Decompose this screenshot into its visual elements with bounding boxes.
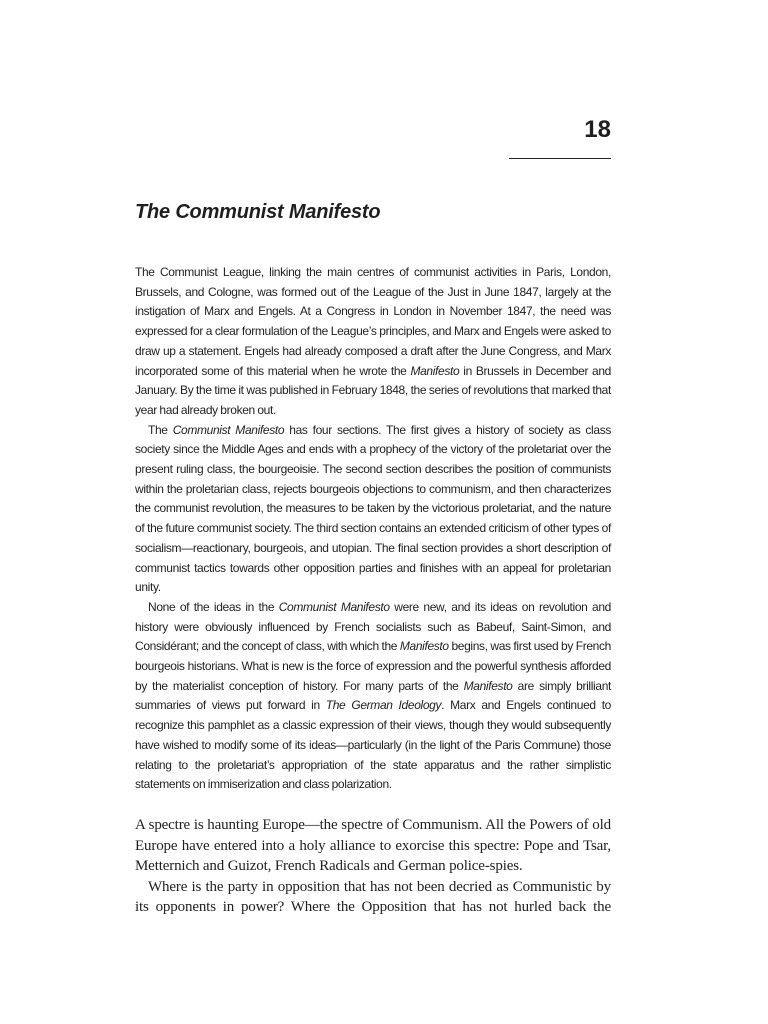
intro-paragraph-2 (135, 421, 611, 598)
text-paragraph-2: Where is the party in opposition that has not been decried as Communistic by its opponents in power? Where the Opposition that has not hurled back the (135, 878, 611, 915)
chapter-title: The Communist Manifesto (135, 201, 381, 223)
intro-p2-title: Communist Manifesto (172, 422, 285, 437)
intro-p1-manifesto: Manifesto (410, 363, 460, 378)
intro-p3-title-3: Manifesto (463, 678, 513, 693)
intro-p3-title-1: Communist Manifesto (278, 599, 390, 614)
chapter-number: 18 (584, 116, 611, 143)
intro-p1-before-manifesto: The Communist League, linking the main centres of communist activities in Paris, London, Brussels, and Cologne, was formed out of the League of the Just in June 1847, largely at the instigation of Marx and Engels. At a Congress in London in November 1847, the need was expressed for a clear formulation of the League’s principles, and Marx and Engels were asked to draw up a statement. Engels had already composed a draft after the June Congress, and Marx incorporated some of this material when he wrote the (135, 265, 611, 378)
intro-paragraph-3 (135, 598, 611, 795)
chapter-rule (509, 158, 611, 159)
manifesto-text (135, 815, 611, 918)
editor-introduction (135, 263, 611, 795)
intro-p3-c: begins, was first used by French bourgeois historians. What is new is the force of expression and the powerful synthesis afforded by the materialist conception of history. For many parts of the (135, 639, 611, 693)
intro-p3-e: . Marx and Engels continued to recognize this pamphlet as a classic expression of their views, though they would subsequently have wished to modify some of its ideas—particularly (in the light of the Paris Commune) those relating to the proletariat’s appropriation of the state apparatus and the rather simplistic statements on immiserization and class polarization. (135, 698, 611, 792)
intro-p2-a: The (148, 422, 173, 437)
intro-paragraph-1 (135, 263, 611, 421)
intro-p3-d: are simply brilliant summaries of views put forward in (135, 678, 612, 713)
intro-p2-b: has four sections. The first gives a history of society as class society since the Middle Ages and ends with a prophecy of the victory of the proletariat over the present ruling class, the bourgeoisie. The second section describes the position of communists within the proletarian class, rejects bourgeois objections to communism, and then characterizes the communist revolution, the measures to be taken by the victorious proletariat, and the nature of the future communist society. The third section contains an extended criticism of other types of socialism—reactionary, bourgeois, and utopian. The final section provides a short description of communist tactics towards other opposition parties and finishes with an appeal for proletarian unity. (135, 422, 611, 595)
intro-p3-title-2: Manifesto (399, 639, 449, 654)
intro-p3-title-4: The German Ideology (325, 698, 442, 713)
intro-p1-after-manifesto: in Brussels in December and January. By the time it was published in February 1848, the series of revolutions that marked that year had already broken out. (135, 363, 611, 417)
text-paragraph-1: A spectre is haunting Europe—the spectre of Communism. All the Powers of old Europe have entered into a holy alliance to exorcise this spectre: Pope and Tsar, Metternich and Guizot, French Radicals and German police-spies. (135, 817, 611, 874)
intro-p3-a: None of the ideas in the (148, 599, 279, 614)
intro-p3-b: were new, and its ideas on revolution and history were obviously influenced by French socialists such as Babeuf, Saint-Simon, and Considérant; and the concept of class, with which the (135, 599, 612, 654)
